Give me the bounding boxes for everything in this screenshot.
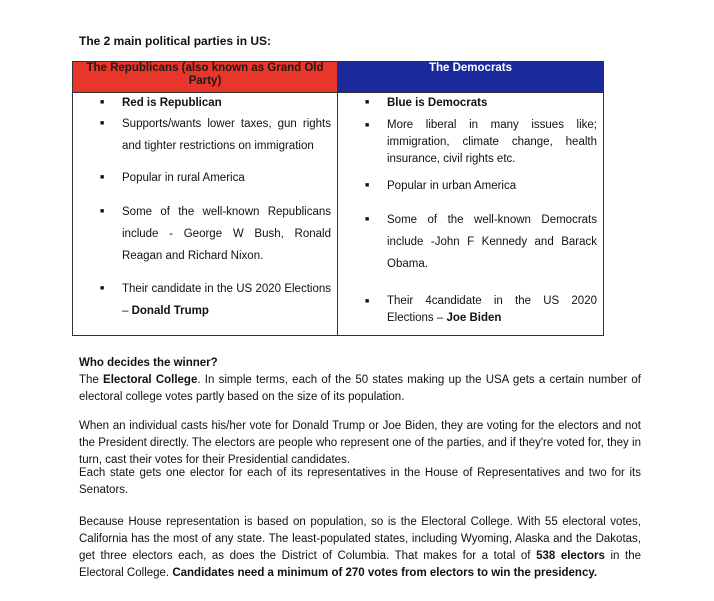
page-heading: The 2 main political parties in US: bbox=[79, 34, 272, 48]
winner-heading: Who decides the winner? bbox=[79, 357, 218, 369]
democrat-item: ■ Some of the well-known Democrats include -John F Kennedy and Barack Obama. bbox=[338, 209, 597, 275]
representation-paragraph: Because House representation is based on population, so is the Electoral College. With 55 electoral votes, California has the most of any state. The least-populated states, including Wyoming, Alaska and the Dakotas, get three electors each, as does the District of Columbia. That makes for a total of 538 electors in the Electoral College. Candidates need a minimum of 270 votes from electors to win the presidency. bbox=[79, 516, 642, 579]
republicans-column bbox=[73, 93, 338, 336]
republican-item: ■ Some of the well-known Republicans include - George W Bush, Ronald Reagan and Richard Nixon. bbox=[73, 201, 331, 267]
electors-paragraph: When an individual casts his/her vote for Donald Trump or Joe Biden, they are voting for the electors and not the President directly. The electors are people who represent one of the parties, and if they're voted for, they in turn, cast their votes for their Presidential candidates. bbox=[79, 420, 641, 466]
republican-item: ■ Supports/wants lower taxes, gun rights and tighter restrictions on immigration bbox=[73, 113, 331, 157]
republican-item: ■ Red is Republican bbox=[73, 92, 331, 114]
republican-item: ■ Popular in rural America bbox=[73, 167, 331, 189]
democrat-item: ■ Popular in urban America bbox=[338, 175, 597, 197]
electoral-college-paragraph: The Electoral College. In simple terms, each of the 50 states making up the USA gets a certain number of electoral college votes partly based on the size of its population. bbox=[79, 374, 641, 403]
democrat-item: ■ More liberal in many issues like; immigration, climate change, health insurance, civil rights etc. bbox=[338, 117, 597, 168]
republican-item: ■ Their candidate in the US 2020 Elections – Donald Trump bbox=[73, 278, 331, 322]
democrats-column bbox=[338, 93, 604, 336]
democrat-item: ■ Their 4candidate in the US 2020 Elections – Joe Biden bbox=[338, 293, 597, 327]
democrats-header: The Democrats bbox=[338, 62, 604, 93]
parties-table bbox=[72, 61, 604, 336]
democrat-item: ■ Blue is Democrats bbox=[338, 92, 597, 114]
republicans-header: The Republicans (also known as Grand Old Party) bbox=[73, 62, 338, 93]
senators-paragraph: Each state gets one elector for each of its representatives in the House of Representatives and two for its Senators. bbox=[79, 467, 641, 496]
